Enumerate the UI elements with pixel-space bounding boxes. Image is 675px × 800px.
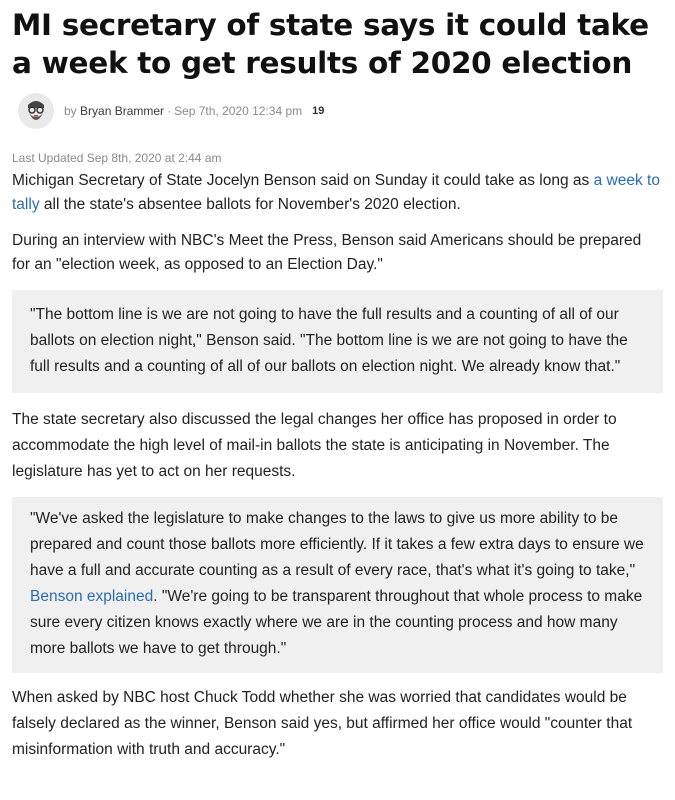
byline-separator: · [167, 104, 172, 118]
blockquote-1 [12, 290, 663, 393]
publish-date: Sep 7th, 2020 12:34 pm [174, 104, 303, 118]
week-to-tally-link[interactable]: a week to tally [12, 172, 660, 213]
blockquote-2-text [30, 506, 645, 662]
author-link[interactable]: Bryan Brammer [80, 104, 165, 118]
article-title: MI secretary of state says it could take a week to get results of 2020 election [12, 8, 649, 80]
blockquote-2 [12, 497, 663, 673]
comment-count[interactable]: 19 [312, 105, 325, 117]
benson-explained-link[interactable]: Benson explained [30, 588, 154, 605]
paragraph-2: During an interview with NBC's Meet the Press, Benson said Americans should be prepared for an "election week, as opposed to an Election Day." [12, 232, 642, 273]
byline [12, 91, 663, 131]
paragraph-1-text: Michigan Secretary of State Jocelyn Benson said on Sunday it could take as long as [12, 172, 594, 189]
byline-prefix: by [64, 104, 77, 118]
paragraph-1 [12, 169, 663, 217]
blockquote-2-text-start: "We've asked the legislature to make changes to the laws to give us more ability to be prepared and count those ballots more efficiently. If it takes a few extra days to ensure we have a full and accurate counting as a result of every race, that's what it's going to take," [30, 510, 644, 579]
paragraph-1-text-end: all the state's absentee ballots for November's 2020 election. [39, 196, 461, 213]
paragraph-3: The state secretary also discussed the legal changes her office has proposed in order to accommodate the high level of mail-in ballots the state is anticipating in November. The legislature has yet to act on her requests. [12, 411, 617, 480]
paragraph-4: When asked by NBC host Chuck Todd whether she was worried that candidates would be falsely declared as the winner, Benson said yes, but affirmed her office would "counter that misinformation with truth and accuracy." [12, 689, 633, 758]
author-avatar-icon[interactable] [18, 93, 54, 129]
blockquote-1-text: "The bottom line is we are not going to have the full results and a counting of all of our ballots on election night," Benson said. "The bottom line is we are not going to have the full results and a counting of all of our ballots on election night. We already know that." [30, 306, 628, 375]
last-updated: Last Updated Sep 8th, 2020 at 2:44 am [12, 151, 222, 165]
blockquote-2-text-end: . "We're going to be transparent throughout that whole process to make sure every citizen knows exactly where we are in the counting process and how many more ballots we have to get through." [30, 588, 643, 657]
